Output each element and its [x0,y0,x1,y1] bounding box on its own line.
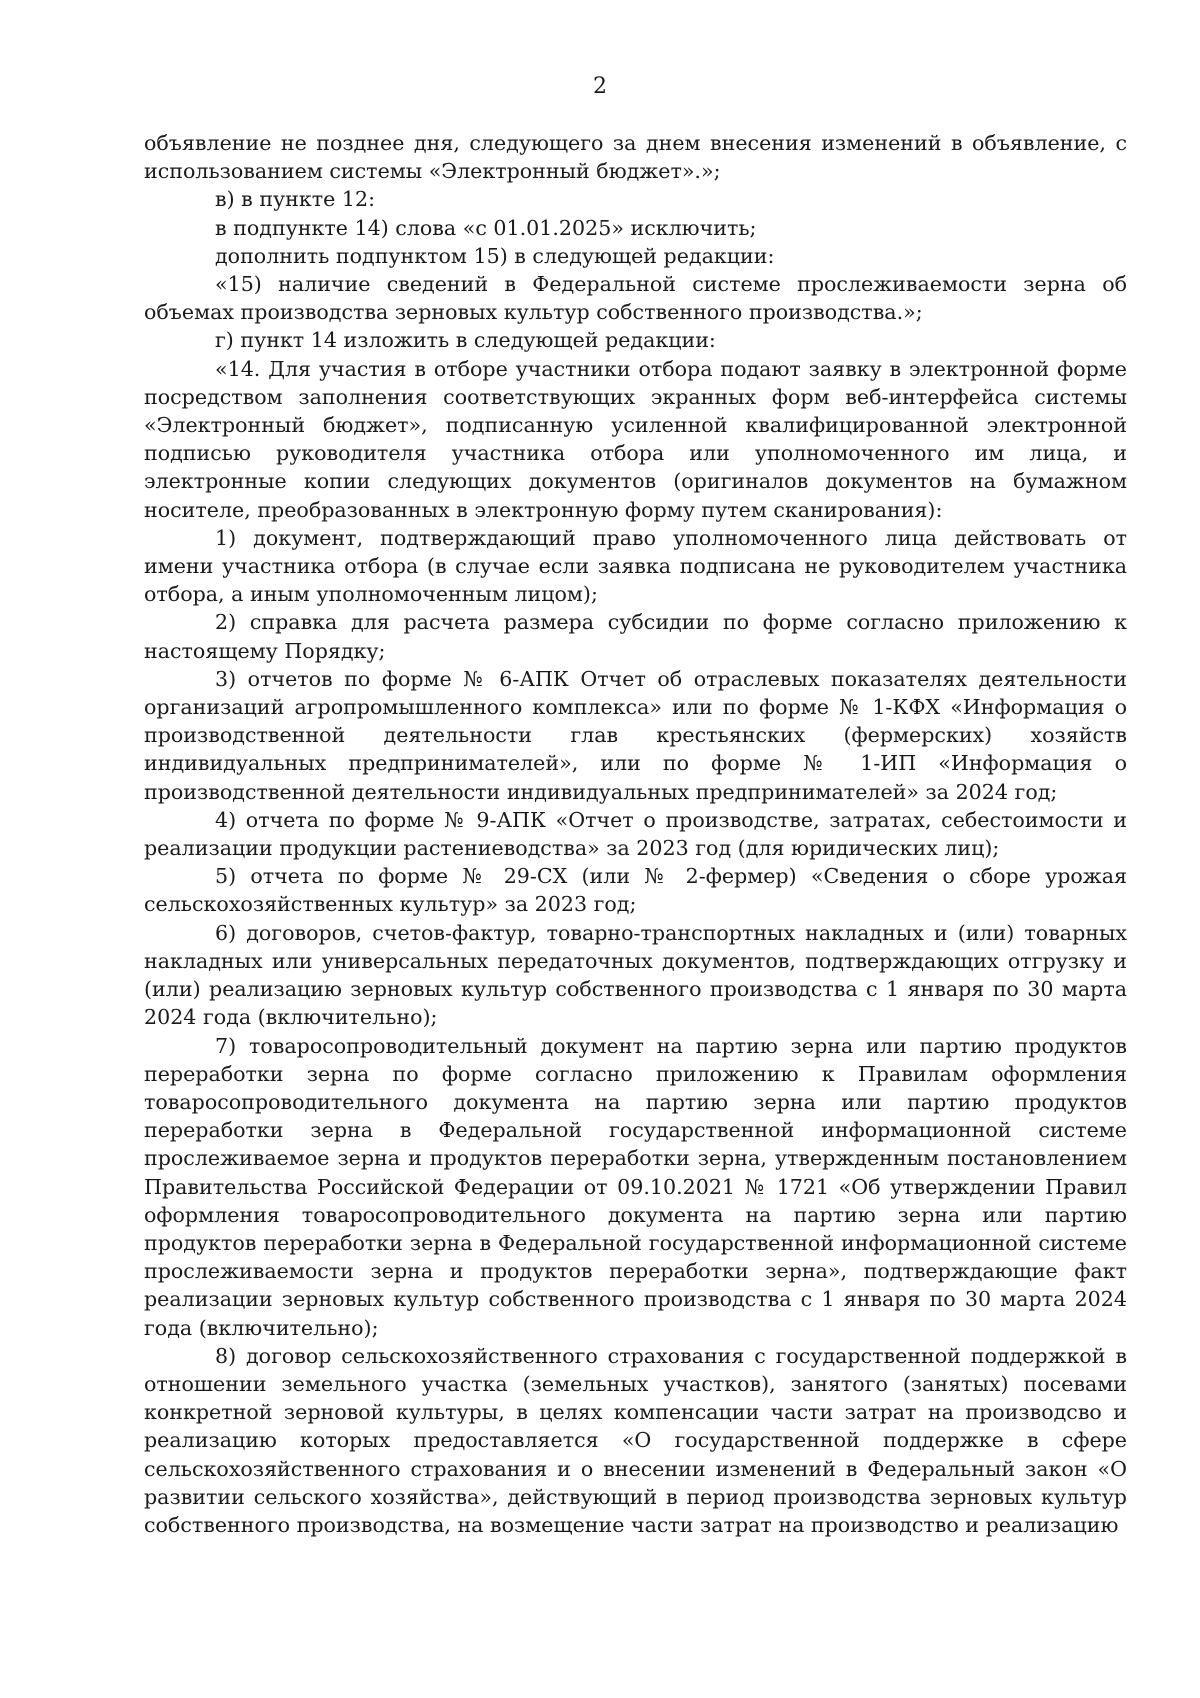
list-item: 5) отчета по форме № 29-СХ (или № 2-фермер) «Сведения о сборе урожая сельскохозяйственных культур» за 2023 год; [144,864,1127,917]
page-number: 2 [593,74,607,99]
paragraph: «14. Для участия в отборе участники отбора подают заявку в электронной форме посредством заполнения соответствующих экранных форм веб-интерфейса системы «Электронный бюджет», подписанную усиленной квалифицированной электронной подписью руководителя участника отбора или уполномоченного им лица, и электронные копии следующих документов (оригиналов документов на бумажном носителе, преобразованных в электронную форму путем сканирования): [144,356,1127,522]
paragraph: дополнить подпунктом 15) в следующей редакции: [215,243,775,268]
list-item: 2) справка для расчета размера субсидии по форме согласно приложению к настоящему Порядку; [144,610,1127,663]
list-item: 1) документ, подтверждающий право уполномоченного лица действовать от имени участника отбора (в случае если заявка подписана не руководителем участника отбора, а иным уполномоченным лицом); [144,525,1127,607]
document-body [144,129,1127,1539]
paragraph: в) в пункте 12: [215,187,376,212]
list-item: 3) отчетов по форме № 6-АПК Отчет об отраслевых показателях деятельности организаций агропромышленного комплекса» или по форме № 1-КФХ «Информация о производственной деятельности глав крестьянских (фермерских) хозяйств индивидуальных предпринимателей», или по форме № 1-ИП «Информация о производственной деятельности индивидуальных предпринимателей» за 2024 год; [144,666,1127,804]
paragraph: «15) наличие сведений в Федеральной системе прослеживаемости зерна об объемах производства зерновых культур собственного производства.»; [144,272,1127,325]
list-item: 4) отчета по форме № 9-АПК «Отчет о производстве, затратах, себестоимости и реализации продукции растениеводства» за 2023 год (для юридических лиц); [144,807,1127,861]
paragraph: в подпункте 14) слова «с 01.01.2025» исключить; [215,215,757,240]
list-item: 8) договор сельскохозяйственного страхования с государственной поддержкой в отношении земельного участка (земельных участков), занятого (занятых) посевами конкретной зерновой культуры, в целях компенсации части затрат на производсво и реализацию которых предоставляется «О государственной поддержке в сфере сельскохозяйственного страхования и о внесении изменений в Федеральный закон «О развитии сельского хозяйства», действующий в период производства зерновых культур собственного производства, на возмещение части затрат на производство и реализацию [144,1343,1127,1537]
list-item: 7) товаросопроводительный документ на партию зерна или партию продуктов переработки зерна по форме согласно приложению к Правилам оформления товаросопроводительного документа на партию зерна или партию продуктов переработки зерна в Федеральной государственной информационной системе прослеживаемое зерна и продуктов переработки зерна, утвержденным постановлением Правительства Российской Федерации от 09.10.2021 № 1721 «Об утверждении Правил оформления товаросопроводительного документа на партию зерна или партию продуктов переработки зерна в Федеральной государственной информационной системе прослеживаемости зерна и продуктов переработки зерна», подтверждающие факт реализации зерновых культур собственного производства с 1 января по 30 марта 2024 года (включительно); [144,1033,1127,1340]
list-item: 6) договоров, счетов-фактур, товарно-транспортных накладных и (или) товарных накладных или универсальных передаточных документов, подтверждающих отгрузку и (или) реализацию зерновых культур собственного производства с 1 января по 30 марта 2024 года (включительно); [144,920,1127,1030]
paragraph: г) пункт 14 изложить в следующей редакции: [215,328,716,353]
paragraph: объявление не позднее дня, следующего за днем внесения изменений в объявление, с использованием системы «Электронный бюджет».»; [144,131,1127,184]
